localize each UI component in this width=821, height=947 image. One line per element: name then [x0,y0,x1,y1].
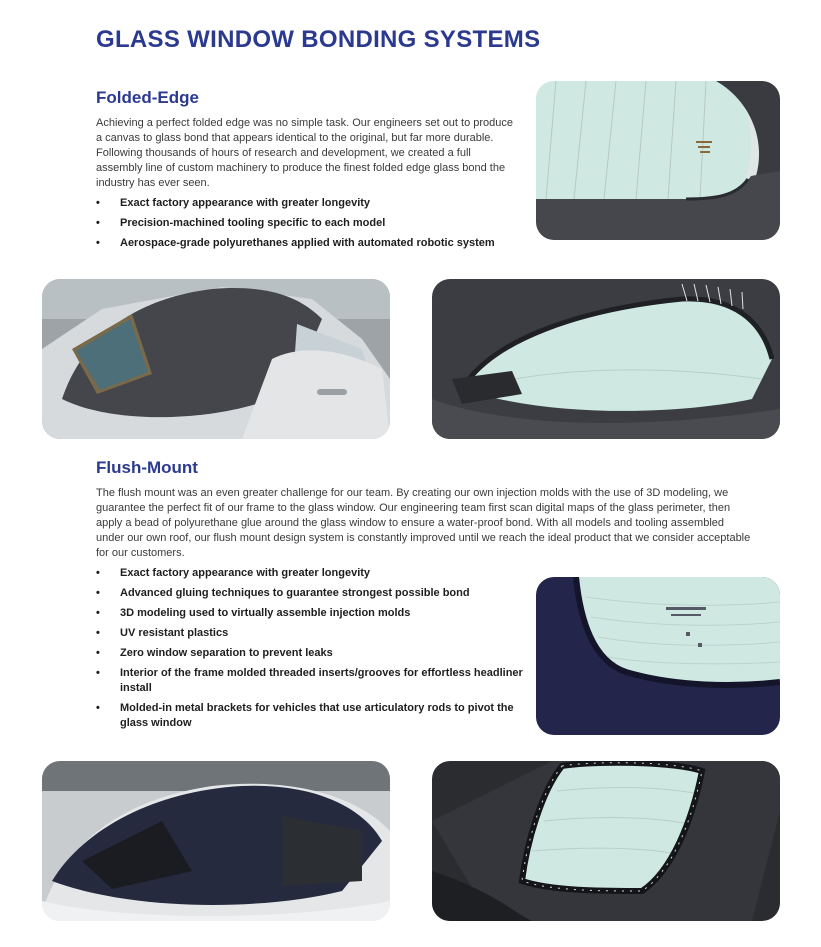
folded-edge-glass-bond-detail-image [432,279,780,439]
bullet-item: • Aerospace-grade polyurethanes applied with automated robotic system [96,236,506,251]
bullet-item: • Molded-in metal brackets for vehicles that use articulatory rods to pivot the glass window [96,701,532,731]
bullet-item: • Zero window separation to prevent leaks [96,646,532,661]
flush-mount-convertible-top-image [42,761,390,921]
flush-mount-glass-frame-detail-image [432,761,780,921]
flush-mount-heading: Flush-Mount [96,458,198,477]
page-title: GLASS WINDOW BONDING SYSTEMS [96,26,541,53]
folded-edge-bullet-list [96,196,506,256]
bullet-item: • Exact factory appearance with greater longevity [96,566,532,581]
flush-mount-glass-closeup-image [536,577,780,735]
bullet-item: • 3D modeling used to virtually assemble injection molds [96,606,532,621]
bullet-item: • Interior of the frame molded threaded inserts/grooves for effortless headliner install [96,666,532,696]
bullet-item: • UV resistant plastics [96,626,532,641]
flush-mount-paragraph: The flush mount was an even greater challenge for our team. By creating our own injection molds with the use of 3D modeling, we guarantee the perfect fit of our frame to the glass window. Our engineering team first scan digital maps of the glass perimeter, then apply a bead of polyurethane glue around the glass window to ensure a water-proof bond. With all models and tooling assembled under our own roof, our flush mount design system is constantly improved until we reach the ideal product that we consider acceptable for our customers. [96,487,751,559]
bullet-item: • Precision-machined tooling specific to each model [96,216,506,231]
folded-edge-glass-closeup-image [536,81,780,240]
bullet-item: • Exact factory appearance with greater longevity [96,196,506,211]
flush-mount-bullet-list [96,566,532,736]
folded-edge-paragraph: Achieving a perfect folded edge was no simple task. Our engineers set out to produce a canvas to glass bond that appears identical to the original, but far more durable. Following thousands of hours of research and development, we created a full assembly line of custom machinery to produce the finest folded edge glass bond the industry has ever seen. [96,117,514,189]
folded-edge-heading: Folded-Edge [96,88,199,107]
bullet-item: • Advanced gluing techniques to guarantee strongest possible bond [96,586,532,601]
folded-edge-convertible-top-image [42,279,390,439]
